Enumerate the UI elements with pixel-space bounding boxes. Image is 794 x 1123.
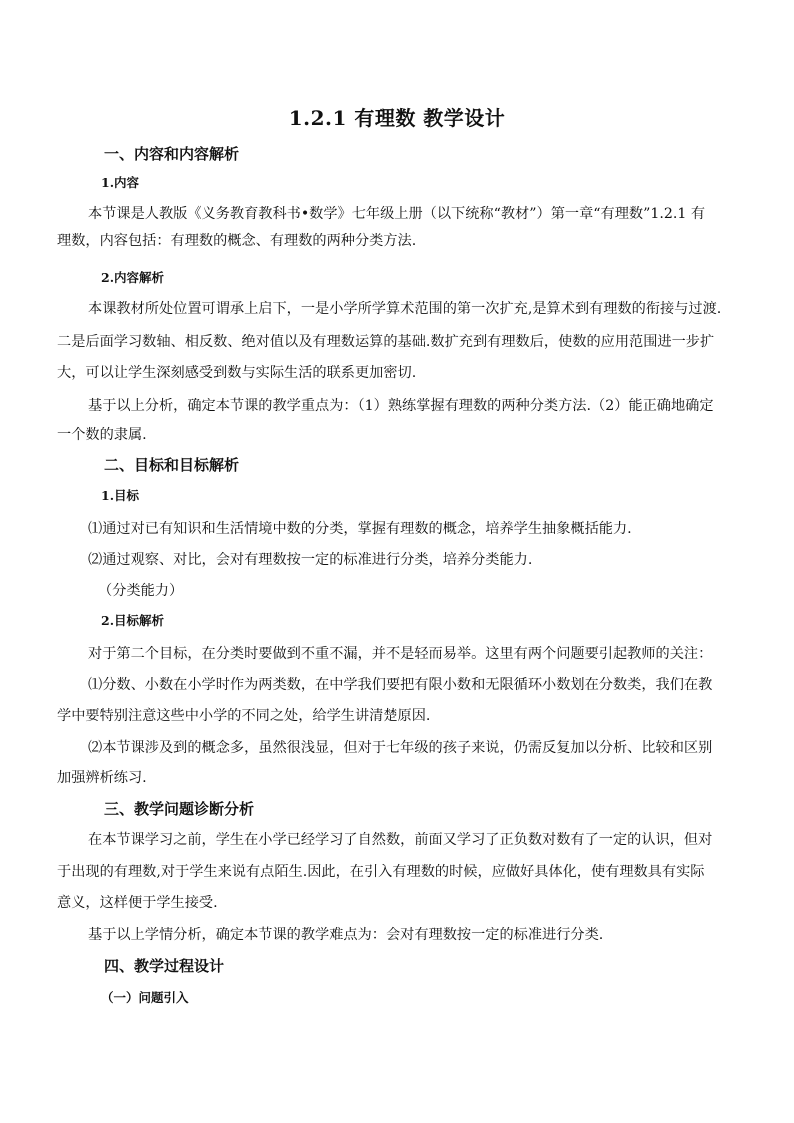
paragraph-line: 二是后面学习数轴、相反数、绝对值以及有理数运算的基础.数扩充到有理数后，使数的应用范围进一步扩 — [57, 334, 715, 350]
paragraph-line: 学中要特别注意这些中小学的不同之处，给学生讲清楚原因. — [57, 708, 431, 724]
section-heading-diagnosis: 三、教学问题诊断分析 — [104, 800, 255, 818]
paragraph-line: 本课教材所处位置可谓承上启下，一是小学所学算术范围的第一次扩充,是算术到有理数的衔接与过渡. — [88, 301, 722, 317]
paragraph-line: 一个数的隶属. — [57, 427, 147, 443]
subheading-content: 1.内容 — [101, 175, 140, 190]
goal-item: ⑵通过观察、对比，会对有理数按一定的标准进行分类，培养分类能力. — [88, 552, 533, 568]
paragraph-line: ⑴分数、小数在小学时作为两类数，在中学我们要把有限小数和无限循环小数划在分数类，我们在教 — [88, 677, 713, 693]
paragraph-line: 对于第二个目标，在分类时要做到不重不漏，并不是轻而易举。这里有两个问题要引起教师的关注： — [88, 646, 713, 662]
subheading-problem-intro: （一）问题引入 — [101, 990, 189, 1005]
paragraph-line: 大，可以让学生深刻感受到数与实际生活的联系更加密切. — [57, 365, 417, 381]
paragraph-line: 理数，内容包括：有理数的概念、有理数的两种分类方法. — [57, 233, 417, 249]
goal-note: （分类能力） — [98, 583, 184, 599]
section-heading-goals: 二、目标和目标解析 — [104, 456, 240, 474]
paragraph-line: 意义，这样便于学生接受. — [57, 895, 218, 911]
section-heading-process: 四、教学过程设计 — [104, 957, 225, 975]
paragraph-line: 在本节课学习之前，学生在小学已经学习了自然数，前面又学习了正负数对数有了一定的认识，但对 — [88, 832, 713, 848]
goal-item: ⑴通过对已有知识和生活情境中数的分类，掌握有理数的概念，培养学生抽象概括能力. — [88, 521, 632, 537]
paragraph-line: 加强辨析练习. — [57, 770, 147, 786]
paragraph-line: 基于以上学情分析，确定本节课的教学难点为：会对有理数按一定的标准进行分类. — [88, 927, 604, 943]
section-heading-content: 一、内容和内容解析 — [104, 145, 240, 163]
subheading-goal-analysis: 2.目标解析 — [101, 613, 165, 628]
paragraph-line: 本节课是人教版《义务教育教科书•数学》七年级上册（以下统称“教材”）第一章“有理数”1.2.1 有 — [88, 206, 706, 222]
paragraph-line: 基于以上分析，确定本节课的教学重点为：（1）熟练掌握有理数的两种分类方法.（2）能正确地确定 — [88, 398, 714, 414]
subheading-goals: 1.目标 — [101, 488, 140, 503]
paragraph-line: ⑵本节课涉及到的概念多，虽然很浅显，但对于七年级的孩子来说，仍需反复加以分析、比较和区别 — [88, 740, 713, 756]
document-title: 1.2.1 有理数 教学设计 — [288, 106, 506, 130]
paragraph-line: 于出现的有理数,对于学生来说有点陌生.因此，在引入有理数的时候，应做好具体化，使有理数具有实际 — [57, 864, 705, 880]
subheading-content-analysis: 2.内容解析 — [101, 270, 165, 285]
